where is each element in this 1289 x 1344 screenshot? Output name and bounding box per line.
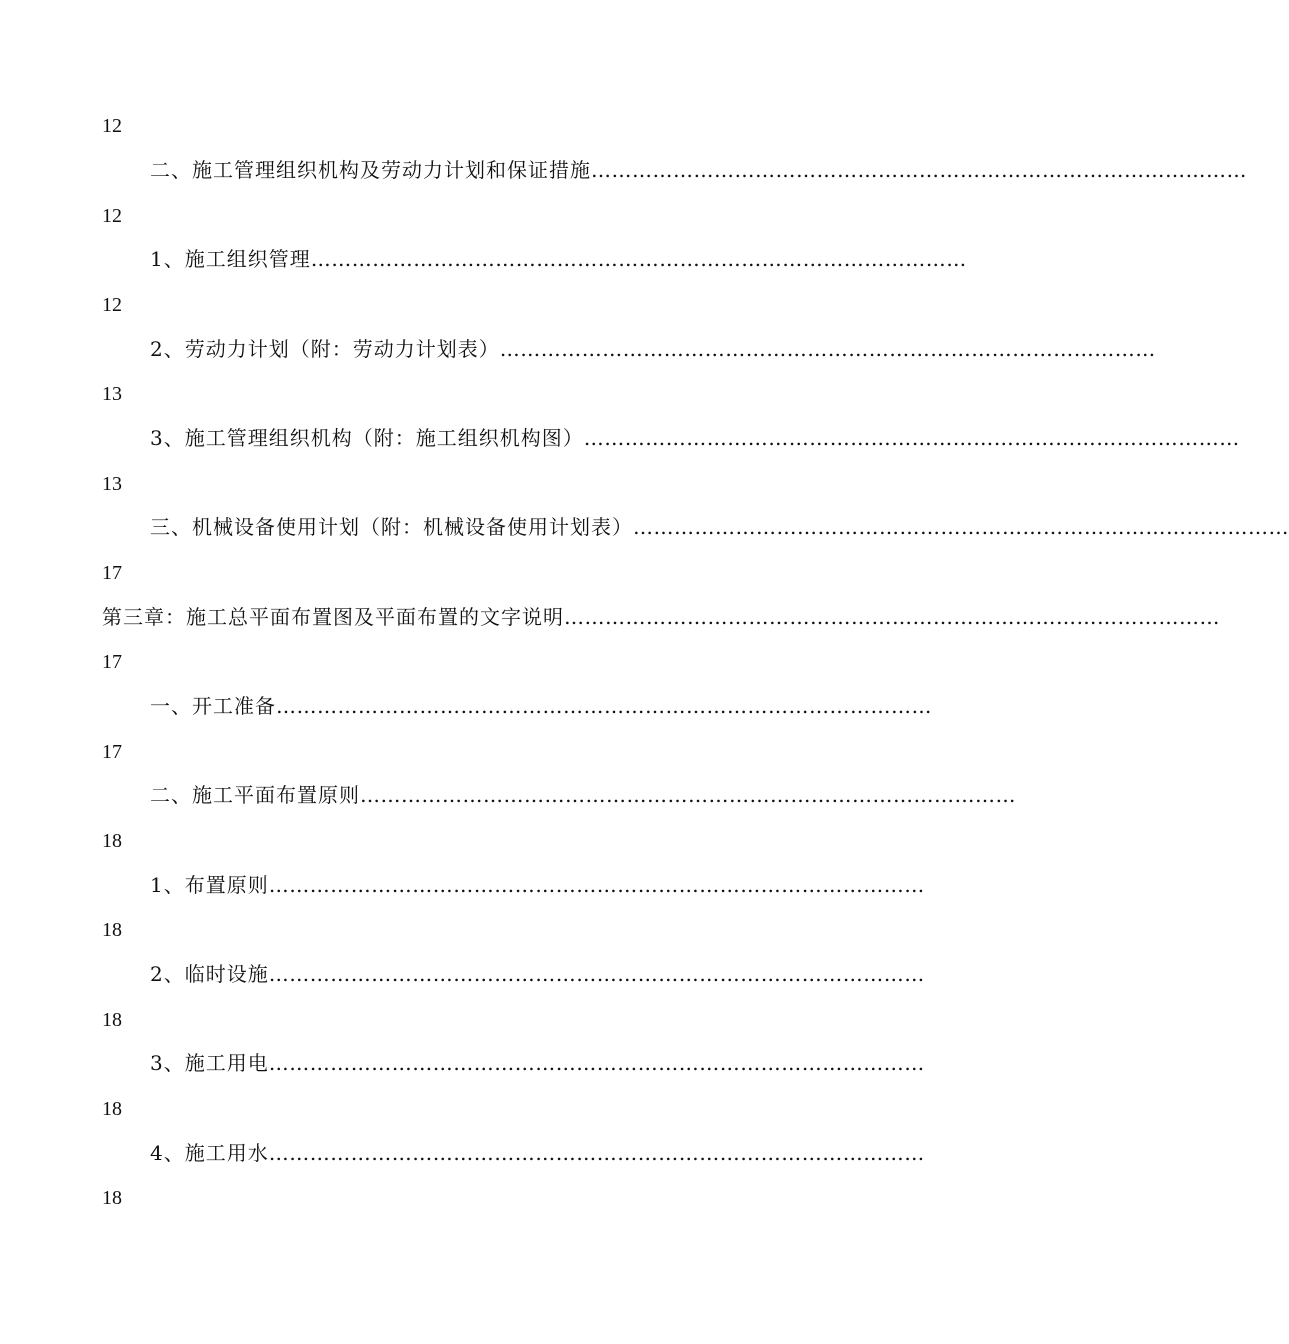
toc-entry-title: 三、机械设备使用计划（附：机械设备使用计划表） [150, 515, 633, 539]
toc-entry-title: 4、施工用水 [150, 1141, 269, 1165]
toc-entry [150, 155, 1247, 185]
toc-entry-title: 1、布置原则 [150, 873, 269, 897]
toc-entry [150, 780, 1016, 810]
toc-entry [150, 334, 1156, 364]
toc-page-number: 13 [102, 383, 122, 405]
toc-dot-leader: …………………………………………………………………………………… [268, 873, 925, 897]
toc-page-number: 18 [102, 1098, 122, 1120]
toc-dot-leader: …………………………………………………………………………………… [591, 158, 1247, 182]
toc-entry [150, 870, 925, 900]
toc-entry-title: 3、施工用电 [150, 1051, 269, 1075]
toc-entry-title: 1、施工组织管理 [150, 247, 311, 271]
toc-entry [150, 691, 932, 721]
toc-dot-leader: …………………………………………………………………………………… [564, 605, 1220, 629]
toc-page-number: 18 [102, 830, 122, 852]
toc-entry [150, 1048, 925, 1078]
toc-page-number: 18 [102, 1187, 122, 1209]
toc-entry [150, 244, 967, 274]
toc-chapter-entry [102, 602, 1220, 632]
toc-entry [150, 423, 1240, 453]
toc-dot-leader: …………………………………………………………………………………… [499, 337, 1156, 361]
toc-entry-title: 二、施工平面布置原则 [150, 783, 360, 807]
toc-page-number: 13 [102, 473, 122, 495]
toc-entry-title: 2、劳动力计划（附：劳动力计划表） [150, 337, 500, 361]
toc-page-number: 12 [102, 205, 122, 227]
toc-dot-leader: …………………………………………………………………………………… [583, 426, 1240, 450]
toc-entry-title: 第三章：施工总平面布置图及平面布置的文字说明 [102, 605, 564, 629]
toc-dot-leader: …………………………………………………………………………………… [633, 515, 1289, 539]
toc-page-number: 17 [102, 651, 122, 673]
toc-page-number: 12 [102, 115, 122, 137]
toc-page-number: 17 [102, 741, 122, 763]
toc-dot-leader: …………………………………………………………………………………… [310, 247, 967, 271]
toc-page-number: 17 [102, 562, 122, 584]
toc-page-number: 12 [102, 294, 122, 316]
toc-entry-title: 一、开工准备 [150, 694, 276, 718]
toc-page-number: 18 [102, 1009, 122, 1031]
toc-entry [150, 512, 1289, 542]
toc-entry [150, 1138, 925, 1168]
toc-entry [150, 959, 925, 989]
toc-page-number: 18 [102, 919, 122, 941]
toc-entry-title: 3、施工管理组织机构（附：施工组织机构图） [150, 426, 584, 450]
toc-dot-leader: …………………………………………………………………………………… [268, 1051, 925, 1075]
toc-dot-leader: …………………………………………………………………………………… [268, 962, 925, 986]
toc-entry-title: 二、施工管理组织机构及劳动力计划和保证措施 [150, 158, 591, 182]
toc-dot-leader: …………………………………………………………………………………… [276, 694, 932, 718]
toc-dot-leader: …………………………………………………………………………………… [360, 783, 1016, 807]
toc-entry-title: 2、临时设施 [150, 962, 269, 986]
toc-dot-leader: …………………………………………………………………………………… [268, 1141, 925, 1165]
